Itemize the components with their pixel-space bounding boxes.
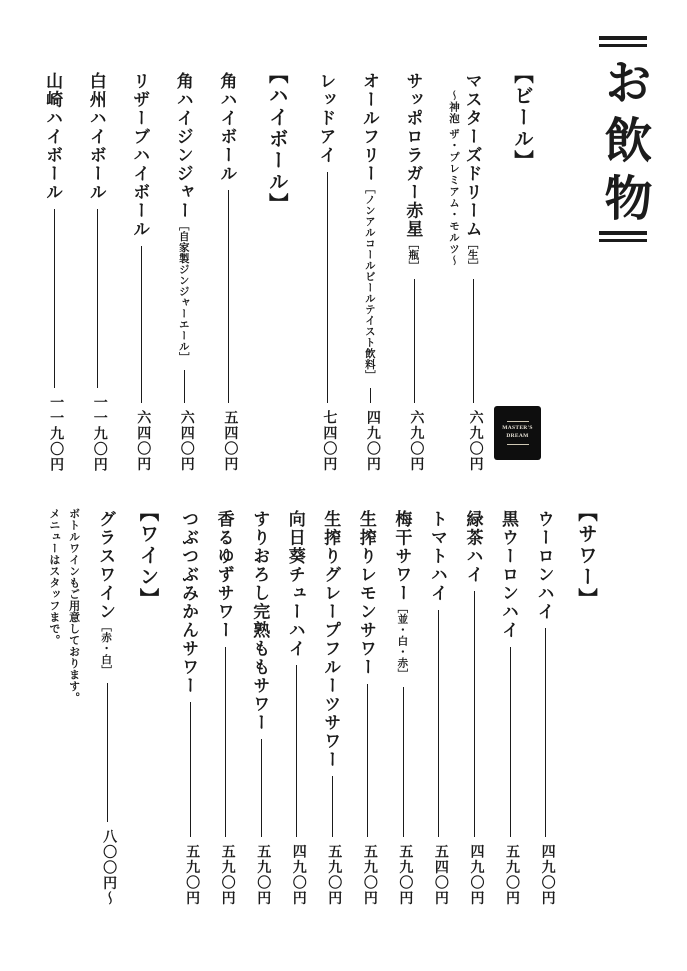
leader-line	[318, 165, 335, 411]
section-heading-highball: 【ハイボール】	[265, 64, 287, 215]
leader-line	[288, 658, 305, 844]
item-price: 五四〇円	[222, 410, 238, 472]
item-name: 向日葵チューハイ	[285, 510, 305, 658]
leader-line	[45, 202, 62, 395]
menu-title-block	[597, 36, 650, 242]
bottle-wine-note	[46, 502, 80, 704]
section-heading-wine: 【ワイン】	[136, 502, 158, 610]
leader-line	[217, 640, 234, 845]
item-price: 五九〇円	[326, 844, 342, 906]
item-name: 角ハイジンジャー［自家製ジンジャーエール］	[173, 72, 193, 363]
menu-item-glass-wine	[96, 502, 116, 906]
menu-item-masters-dream	[446, 64, 481, 472]
item-price: 六九〇円	[467, 410, 483, 472]
item-name: 黒ウーロンハイ	[499, 510, 519, 640]
item-name: レッドアイ	[316, 72, 336, 165]
menu-item-himawari-chuhai	[285, 502, 305, 906]
item-price: 五九〇円	[219, 844, 235, 906]
item-price: 一一九〇円	[48, 394, 64, 472]
leader-line	[132, 239, 149, 411]
menu-item-all-free	[359, 64, 379, 472]
leader-line	[465, 584, 482, 844]
menu-item-ryokucha-hai	[463, 502, 483, 906]
item-tag: ［赤・白］	[100, 621, 112, 676]
item-tag: ［並・白・赤］	[396, 602, 408, 680]
item-name: 梅干サワー［並・白・赤］	[392, 510, 412, 680]
menu-item-reserve-highball	[130, 64, 150, 472]
item-price: 五九〇円	[397, 844, 413, 906]
item-name: オールフリー［ノンアルコールビールテイスト飲料］	[359, 72, 379, 381]
leader-line	[405, 272, 422, 411]
item-price: 六四〇円	[135, 410, 151, 472]
item-name: リザーブハイボール	[130, 72, 150, 239]
leader-line	[98, 676, 115, 829]
item-name: 生搾りグレープフルーツサワー	[321, 510, 341, 769]
menu-item-lemon-sour	[356, 502, 376, 906]
menu-item-oolong-hai	[534, 502, 554, 906]
leader-line	[362, 381, 379, 410]
logo-text: MASTER'S DREAM	[502, 425, 533, 439]
leader-line	[181, 695, 198, 844]
menu-item-sapporo-lager-akaboshi	[403, 64, 423, 472]
leader-line	[537, 621, 554, 844]
page-title: お飲物	[597, 57, 650, 231]
menu-item-mikan-sour	[179, 502, 199, 906]
item-name: つぶつぶみかんサワー	[179, 510, 199, 695]
item-tag: ［自家製ジンジャーエール］	[177, 220, 189, 363]
menu-item-kaku-ginger	[173, 64, 193, 472]
item-price: 一一九〇円	[91, 394, 107, 472]
section-heading-beer: 【ビール】	[511, 64, 532, 172]
menu-top-block	[43, 64, 537, 472]
leader-line	[219, 183, 236, 410]
item-tag: ［生］	[466, 238, 478, 272]
item-name: 生搾りレモンサワー	[356, 510, 376, 677]
leader-line	[89, 202, 106, 395]
menu-item-yamazaki-highball	[43, 64, 63, 472]
leader-line	[252, 732, 269, 844]
menu-bottom-block	[46, 502, 601, 906]
leader-line	[176, 363, 193, 410]
item-price: 七四〇円	[321, 410, 337, 472]
section-heading-sour: 【サワー】	[575, 502, 596, 610]
leader-line	[430, 603, 447, 845]
leader-line	[323, 769, 340, 844]
item-name: 白州ハイボール	[86, 72, 106, 202]
item-name: 香るゆずサワー	[214, 510, 234, 640]
item-tag: ［ノンアルコールビールテイスト飲料］	[363, 183, 375, 381]
item-price: 四九〇円	[364, 410, 380, 472]
item-name: 緑茶ハイ	[463, 510, 483, 584]
menu-item-hakushu-highball	[86, 64, 106, 472]
item-name: マスターズドリーム［生］	[462, 72, 482, 272]
menu-item-kuro-oolong-hai	[498, 502, 518, 906]
leader-line	[359, 677, 376, 845]
item-price: 五九〇円	[184, 844, 200, 906]
item-name: サッポロラガー赤星［瓶］	[403, 72, 423, 272]
item-price: 五九〇円	[361, 844, 377, 906]
menu-item-momo-sour	[250, 502, 270, 906]
item-name: 角ハイボール	[217, 72, 237, 183]
item-price: 六九〇円	[408, 410, 424, 472]
item-price: 五九〇円	[255, 844, 271, 906]
item-name: 山崎ハイボール	[43, 72, 63, 202]
item-price: 八〇〇円〜	[101, 828, 117, 906]
note-line: ボトルワインもご用意しております。	[67, 508, 80, 704]
menu-item-tomato-hai	[427, 502, 447, 906]
title-rule-bottom	[599, 231, 647, 242]
item-price: 五四〇円	[432, 844, 448, 906]
leader-line	[465, 272, 482, 411]
menu-item-red-eye	[316, 64, 336, 472]
leader-line	[501, 640, 518, 845]
item-name: すりおろし完熟ももサワー	[250, 510, 270, 732]
menu-item-kaku-highball	[217, 64, 237, 472]
leader-line	[394, 680, 411, 845]
item-subtitle: 〜神泡 ザ・プレミアム・モルツ〜	[448, 90, 460, 267]
item-name: ウーロンハイ	[534, 510, 554, 621]
item-price: 四九〇円	[290, 844, 306, 906]
title-rule-top	[599, 36, 647, 47]
item-price: 四九〇円	[468, 844, 484, 906]
menu-item-umeboshi-sour	[392, 502, 412, 906]
item-price: 六四〇円	[178, 410, 194, 472]
note-line: メニューはスタッフまで。	[47, 508, 60, 646]
menu-item-yuzu-sour	[214, 502, 234, 906]
item-name: トマトハイ	[427, 510, 447, 603]
item-price: 四九〇円	[539, 844, 555, 906]
item-tag: ［瓶］	[407, 238, 419, 272]
item-price: 五九〇円	[504, 844, 520, 906]
item-name: グラスワイン［赤・白］	[96, 510, 116, 676]
menu-item-grapefruit-sour	[321, 502, 341, 906]
